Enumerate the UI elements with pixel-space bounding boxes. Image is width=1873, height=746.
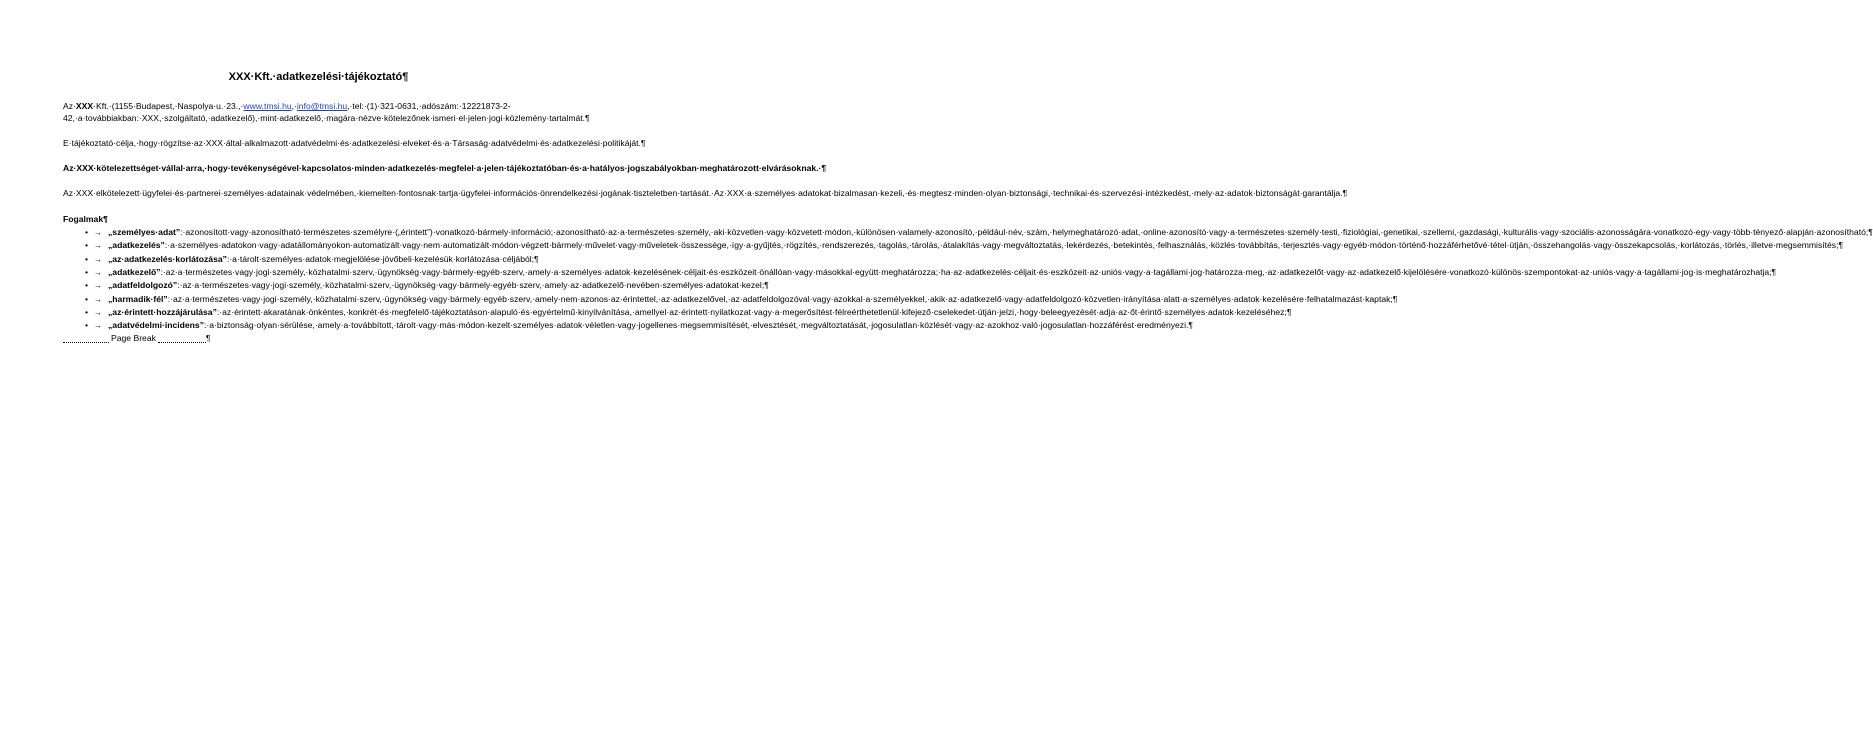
tab-arrow-icon: →: [94, 267, 102, 277]
bullet-icon: •: [85, 280, 89, 291]
list-item: [63, 306, 1292, 318]
list-item: [63, 280, 769, 291]
list-item: [63, 227, 1873, 238]
term-name: „az·adatkezelés·korlátozása”: [108, 253, 227, 264]
term-name: „adatvédelmi·incidens”: [108, 320, 204, 331]
term-name: „adatkezelő”: [108, 266, 161, 277]
tab-arrow-icon: →: [94, 241, 102, 251]
term-name: „adatfeldolgozó”: [108, 280, 178, 291]
intro-text-3: ,·: [291, 101, 297, 112]
term-definition: :·a·tárolt·személyes·adatok·megjelölése·jövőbeli·kezelésük·korlátozása·céljából;¶: [226, 253, 539, 264]
intro-company: XXX: [75, 101, 94, 112]
list-item: [63, 254, 574, 265]
list-item: [63, 293, 1398, 305]
term-definition: :·az·érintett·akaratának·önkéntes,·konkrét·és·megfelelő·tájékoztatáson·alapuló·és·egyértelmű·kinyilvánítása,·amellyel·az·érintett·nyilatkozat·vagy·a·megerősítést·félreérthetetlenül·kifejező·cselekedet·útján·jelzi,·hogy·beleegyezését·adja·az·őt·érintő·személyes·adatok·kezeléséhez;¶: [216, 306, 1292, 317]
bullet-icon: •: [85, 240, 89, 251]
bullet-icon: •: [85, 306, 89, 317]
page-break-end-mark: ¶: [205, 333, 211, 344]
term-definition: :·az·a·természetes·vagy·jogi·személy,·közhatalmi·szerv,·ügynökség·vagy·bármely·egyéb·szerv,·amely·a·személyes·adatok·kezelésének·céljait·és·eszközeit·önállóan·vagy·másokkal·együtt·meghatározza;·ha·az·adatkezelés·céljait·és·eszközeit·az·uniós·vagy·a·tagállami·jog·határozza·meg,·az·adatkezelőt·vagy·az·adatkezelő·kijelölésére·vonatkozó·különös·szempontokat·az·uniós·vagy·a·tagállami·jog·is·meghatározhatja;¶: [160, 266, 1777, 277]
term-definition: :·az·a·természetes·vagy·jogi·személy,·közhatalmi·szerv,·ügynökség·vagy·bármely·egyéb·szerv,·amely·nem·azonos·az·érintettel,·az·adatkezelővel,·az·adatfeldolgozóval·vagy·azokkal·a·személyekkel,·akik·az·adatkezelő·vagy·adatfeldolgozó·közvetlen·irányítása·alatt·a·személyes·adatok·kezelésére·felhatalmazást·kaptak;¶: [167, 293, 1398, 304]
bullet-icon: •: [85, 266, 89, 277]
term-name: „az·érintett·hozzájárulása”: [108, 306, 217, 317]
page-break-dots-right: [158, 336, 206, 343]
term-name: „harmadik·fél”: [108, 293, 168, 304]
term-name: „adatkezelés”: [108, 240, 165, 251]
list-item: [63, 266, 1777, 278]
tab-arrow-icon: →: [94, 228, 102, 238]
document-title: XXX·Kft.·adatkezelési·tájékoztató¶: [228, 71, 409, 83]
tab-arrow-icon: →: [94, 321, 102, 331]
terms-list: [63, 227, 1873, 331]
intro-paragraph: [63, 101, 590, 124]
tab-arrow-icon: →: [94, 281, 102, 291]
intro-text-2: ·Kft.·(1155·Budapest,·Naspolya·u.·23.,·: [93, 101, 244, 112]
term-definition: :·a·biztonság·olyan·sérülése,·amely·a·továbbított,·tárolt·vagy·más·módon·kezelt·személyes·adatok·véletlen·vagy·jogellenes·megsemmisítését,·elvesztését,·megváltoztatását,·jogosulatlan·közlését·vagy·az·azokhoz·való·jogosulatlan·hozzáférést·eredményezi.¶: [204, 320, 1194, 331]
tab-arrow-icon: →: [94, 307, 102, 317]
page-break-label: Page Break: [111, 333, 156, 344]
page-break-marker: [63, 333, 574, 344]
website-link[interactable]: www.tmsi.hu: [243, 101, 292, 112]
bullet-icon: •: [85, 227, 89, 238]
privacy-paragraph: Az·XXX·elkötelezett·ügyfelei·és·partnerei·személyes·adatainak·védelmében,·kiemelten·fontosnak·tartja·ügyfelei·információs·önrendelkezési·jogának·tiszteletben·tartását.·Az·XXX·a·személyes·adatokat·bizalmasan·kezeli,·és·megtesz·minden·olyan·biztonsági,·technikai·és·szervezési·intézkedést,·mely·az·adatok·biztonságát·garantálja.¶: [63, 188, 1348, 199]
intro-text-1: Az·: [63, 101, 76, 112]
term-definition: :·azonosított·vagy·azonosítható·természetes·személyre·(„érintett”)·vonatkozó·bármely·információ;·azonosítható·az·a·természetes·személy,·aki·közvetlen·vagy·közvetett·módon,·különösen·valamely·azonosító,·például·név,·szám,·helymeghatározó·adat,·online·azonosító·vagy·a·természetes·személy·testi,·fiziológiai,·genetikai,·szellemi,·gazdasági,·kulturális·vagy·szociális·azonosságára·vonatkozó·egy·vagy·több·tényező·alapján·azonosítható;¶: [180, 227, 1873, 238]
intro-text-4: ,·tel:·(1)·321-0631,·adószám:·12221873-2-42,·a·továbbiakban:·XXX,·szolgáltató,·adatkezelő),·mint·adatkezelő,·magára·nézve·kötelezőnek·ismeri·el·jelen·jogi·közlemény·tartalmát.¶: [63, 101, 590, 123]
email-link[interactable]: info@tmsi.hu: [296, 101, 348, 112]
bullet-icon: •: [85, 320, 89, 331]
purpose-paragraph: E·tájékoztató·célja,·hogy·rögzítse·az·XXX·által·alkalmazott·adatvédelmi·és·adatkezelési·elveket·és·a·Társaság·adatvédelmi·és·adatkezelési·politikáját.¶: [63, 137, 646, 148]
tab-arrow-icon: →: [94, 294, 102, 304]
list-item: [63, 240, 1844, 251]
page-break-dots-left: [63, 336, 109, 343]
bullet-icon: •: [85, 253, 89, 264]
term-definition: :·az·a·természetes·vagy·jogi·személy,·közhatalmi·szerv,·ügynökség·vagy·bármely·egyéb·szerv,·amely·az·adatkezelő·nevében·személyes·adatokat·kezel;¶: [177, 280, 769, 291]
commitment-paragraph: Az·XXX·kötelezettséget·vállal·arra,·hogy·tevékenységével·kapcsolatos·minden·adatkezelés·megfelel·a·jelen·tájékoztatóban·és·a·hatályos·jogszabályokban·meghatározott·elvárásoknak.·¶: [63, 163, 827, 174]
bullet-icon: •: [85, 293, 89, 304]
concepts-heading: Fogalmak¶: [63, 213, 108, 224]
list-item: [63, 320, 1194, 331]
term-definition: :·a·személyes·adatokon·vagy·adatállományokon·automatizált·vagy·nem·automatizált·módon·végzett·bármely·művelet·vagy·műveletek·összessége,·így·a·gyűjtés,·rögzítés,·rendszerezés,·tagolás,·tárolás,·átalakítás·vagy·megváltoztatás,·lekérdezés,·betekintés,·felhasználás,·közlés·továbbítás,·terjesztés·vagy·egyéb·módon·történő·hozzáférhetővé·tétel·útján,·összehangolás·vagy·összekapcsolás,·korlátozás,·törlés,·illetve·megsemmisítés;¶: [164, 240, 1844, 251]
term-name: „személyes·adat”: [108, 227, 181, 238]
tab-arrow-icon: →: [94, 254, 102, 264]
